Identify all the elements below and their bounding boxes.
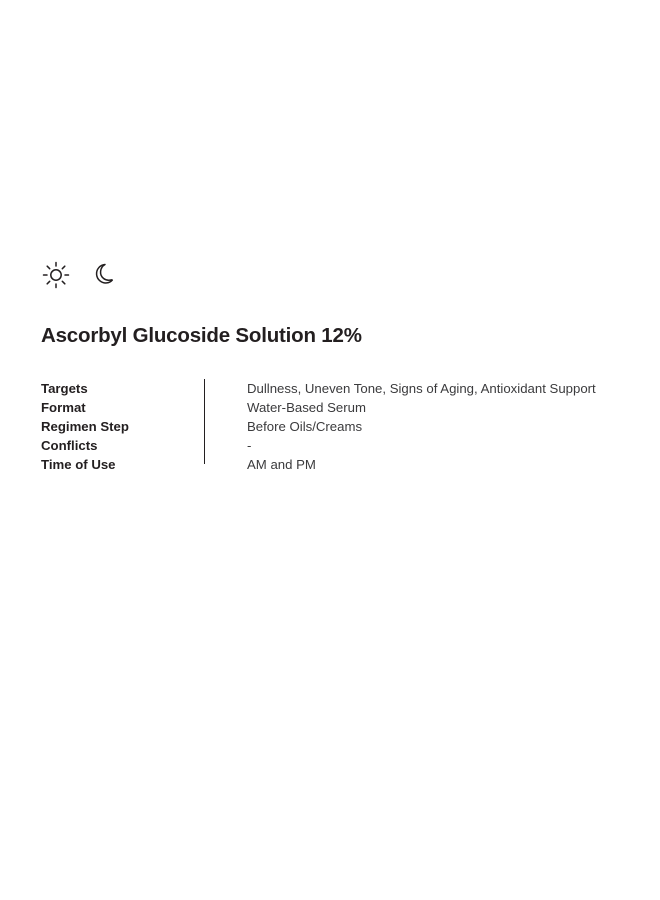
product-title: Ascorbyl Glucoside Solution 12% <box>41 324 362 347</box>
spec-label-format: Format <box>41 399 86 415</box>
usage-icons <box>41 258 641 292</box>
spec-table <box>41 379 641 475</box>
spec-label-targets: Targets <box>41 380 88 396</box>
spec-value-format: Water-Based Serum <box>247 399 366 415</box>
spec-label-regimen-step: Regimen Step <box>41 418 129 434</box>
spec-label-time-of-use: Time of Use <box>41 457 116 473</box>
spec-value-regimen-step: Before Oils/Creams <box>247 418 363 434</box>
spec-value-conflicts: - <box>247 438 252 454</box>
spec-value-time-of-use: AM and PM <box>247 457 316 473</box>
spec-value-targets: Dullness, Uneven Tone, Signs of Aging, Antioxidant Support <box>247 380 596 396</box>
moon-icon <box>91 260 119 290</box>
card-content <box>41 258 641 474</box>
table-divider <box>204 379 205 465</box>
sun-icon <box>41 260 71 290</box>
spec-label-conflicts: Conflicts <box>41 438 98 454</box>
